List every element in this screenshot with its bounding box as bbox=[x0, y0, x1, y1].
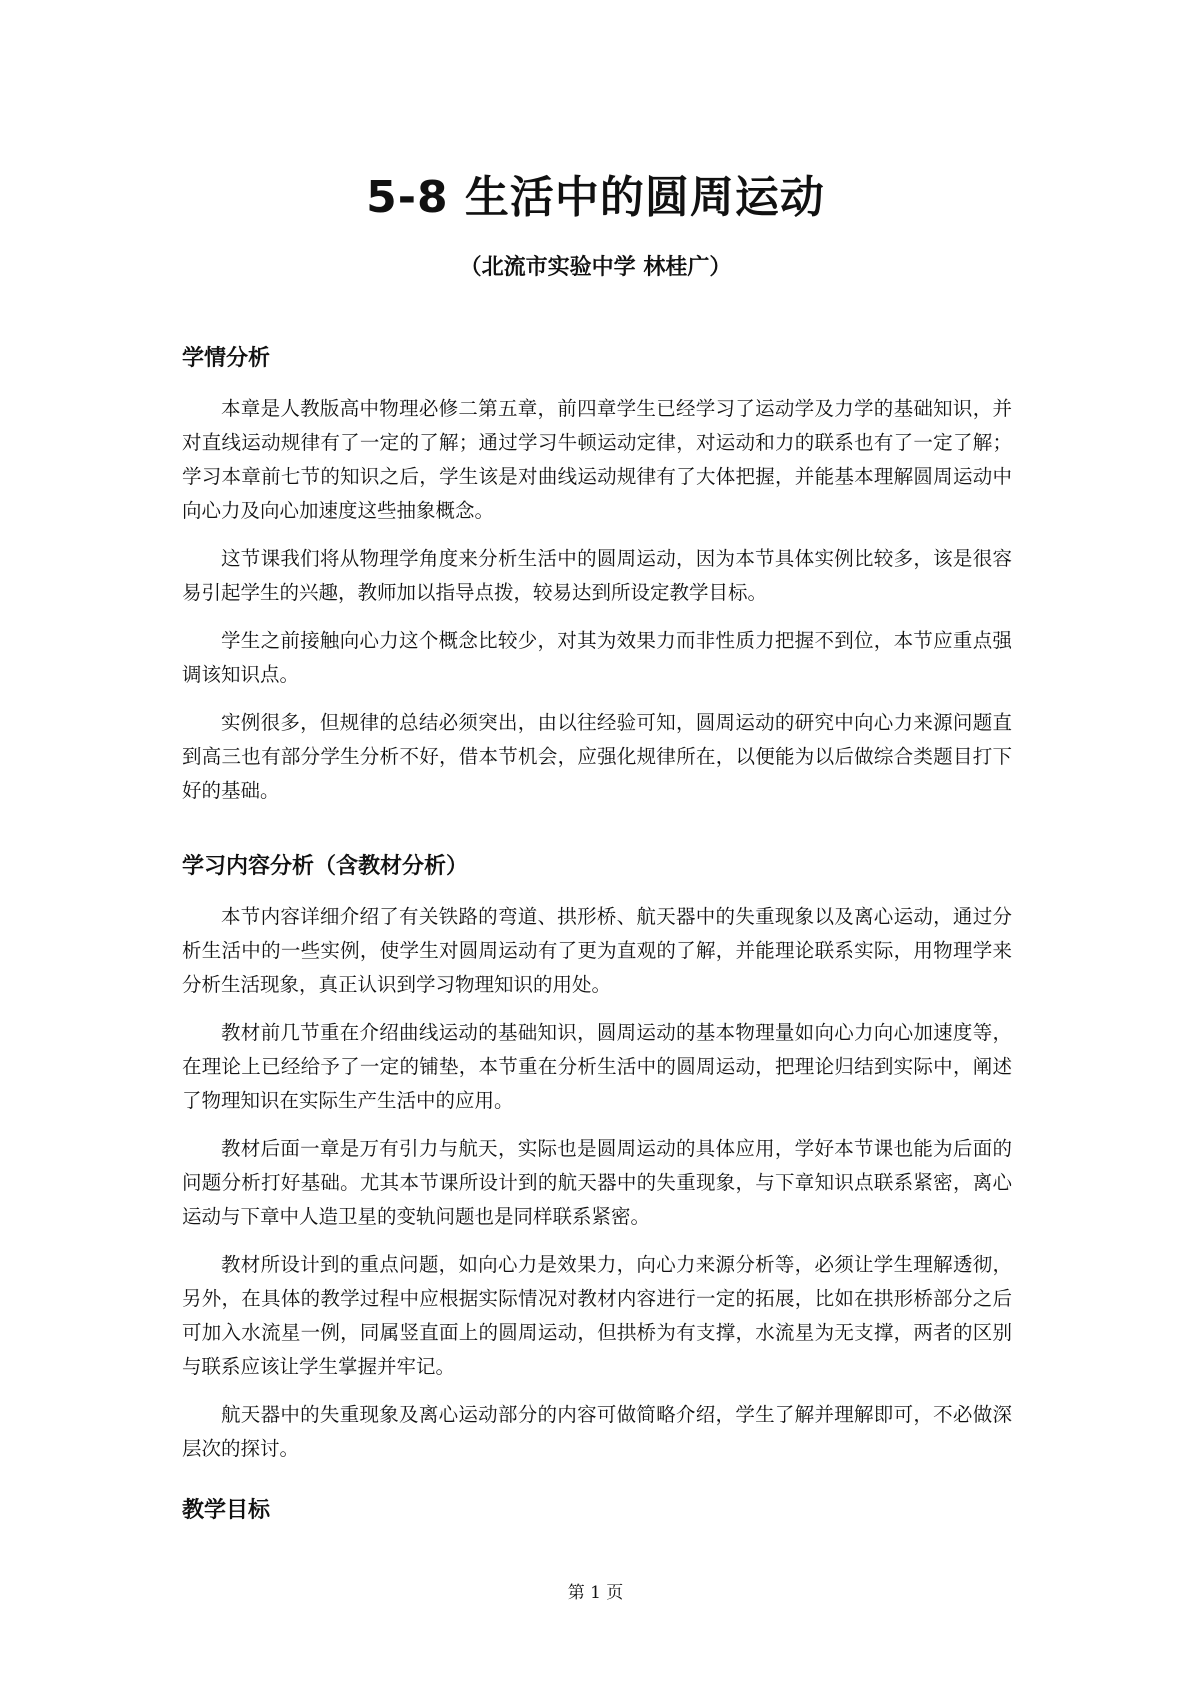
document-title: 5-8 生活中的圆周运动 bbox=[366, 172, 825, 223]
paragraph: 本章是人教版高中物理必修二第五章，前四章学生已经学习了运动学及力学的基础知识，并对直线运动规律有了一定的了解；通过学习牛顿运动定律，对运动和力的联系也有了一定了解；学习本章前七节的知识之后，学生该是对曲线运动规律有了大体把握，并能基本理解圆周运动中向心力及向心加速度这些抽象概念。 bbox=[182, 396, 1012, 522]
section-heading: 教学目标 bbox=[182, 1498, 271, 1523]
section-heading: 学情分析 bbox=[182, 346, 271, 371]
paragraph: 学生之前接触向心力这个概念比较少，对其为效果力而非性质力把握不到位，本节应重点强调该知识点。 bbox=[182, 628, 1012, 686]
section-content-analysis bbox=[182, 853, 1012, 1480]
paragraph: 教材前几节重在介绍曲线运动的基础知识，圆周运动的基本物理量如向心力向心加速度等，在理论上已经给予了一定的铺垫，本节重在分析生活中的圆周运动，把理论归结到实际中，阐述了物理知识在实际生产生活中的应用。 bbox=[182, 1020, 1012, 1112]
section-teaching-goals bbox=[182, 1497, 1012, 1544]
paragraph: 这节课我们将从物理学角度来分析生活中的圆周运动，因为本节具体实例比较多，该是很容易引起学生的兴趣，教师加以指导点拨，较易达到所设定教学目标。 bbox=[182, 546, 1012, 604]
page-number: 第 1 页 bbox=[567, 1583, 624, 1603]
paragraph: 航天器中的失重现象及离心运动部分的内容可做简略介绍，学生了解并理解即可，不必做深层次的探讨。 bbox=[182, 1402, 1012, 1460]
document-subtitle: （北流市实验中学 林桂广） bbox=[459, 255, 732, 280]
paragraph: 实例很多，但规律的总结必须突出，由以往经验可知，圆周运动的研究中向心力来源问题直到高三也有部分学生分析不好，借本节机会，应强化规律所在，以便能为以后做综合类题目打下好的基础。 bbox=[182, 710, 1012, 802]
paragraph: 教材后面一章是万有引力与航天，实际也是圆周运动的具体应用，学好本节课也能为后面的问题分析打好基础。尤其本节课所设计到的航天器中的失重现象，与下章知识点联系紧密，离心运动与下章中人造卫星的变轨问题也是同样联系紧密。 bbox=[182, 1136, 1012, 1228]
paragraph: 教材所设计到的重点问题，如向心力是效果力，向心力来源分析等，必须让学生理解透彻，另外，在具体的教学过程中应根据实际情况对教材内容进行一定的拓展，比如在拱形桥部分之后可加入水流星一例，同属竖直面上的圆周运动，但拱桥为有支撑，水流星为无支撑，两者的区别与联系应该让学生掌握并牢记。 bbox=[182, 1252, 1012, 1378]
paragraph: 本节内容详细介绍了有关铁路的弯道、拱形桥、航天器中的失重现象以及离心运动，通过分析生活中的一些实例，使学生对圆周运动有了更为直观的了解，并能理论联系实际，用物理学来分析生活现象，真正认识到学习物理知识的用处。 bbox=[182, 904, 1012, 996]
section-heading: 学习内容分析（含教材分析） bbox=[182, 854, 469, 879]
section-learner-analysis bbox=[182, 345, 1012, 822]
